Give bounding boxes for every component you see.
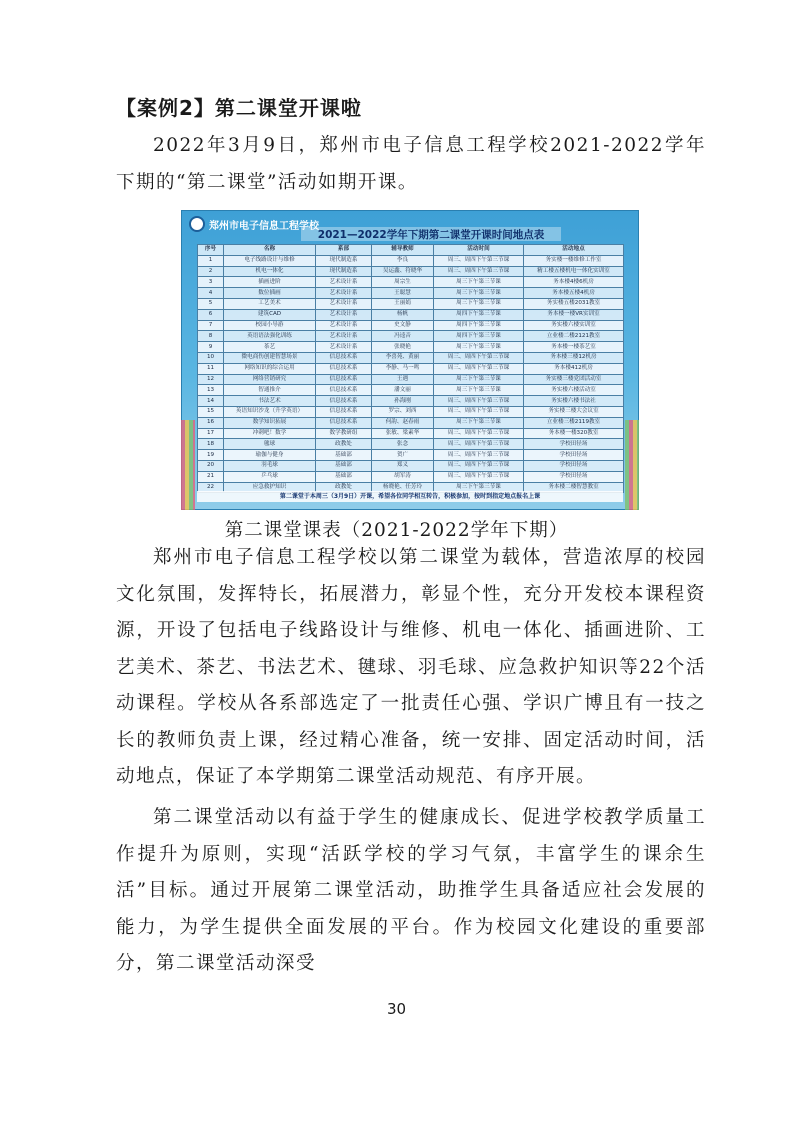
table-cell: 乒乓球 (224, 471, 316, 482)
table-cell: 22 (198, 482, 224, 493)
page-number: 30 (386, 1000, 407, 1018)
header-cell: 系部 (316, 245, 372, 256)
table-cell: 周三、周四下午第三节课 (434, 460, 524, 471)
table-cell: 2 (198, 266, 224, 277)
table-row (198, 450, 624, 461)
table-cell: 建筑CAD (224, 309, 316, 320)
table-row (198, 298, 624, 309)
table-cell: 务实楼三楼大会议室 (524, 406, 624, 417)
table-row (198, 352, 624, 363)
table-cell: 艺术设计系 (316, 309, 372, 320)
table-cell: 茶艺 (224, 342, 316, 353)
table-cell: 信息技术系 (316, 406, 372, 417)
table-row (198, 439, 624, 450)
table-cell: 学校田径场 (524, 460, 624, 471)
case-heading: 【案例2】第二课堂开课啦 (116, 96, 362, 120)
header-cell: 活动地点 (524, 245, 624, 256)
table-cell: 张晓艳 (372, 342, 434, 353)
table-cell: 务实楼六楼实训室 (524, 320, 624, 331)
table-cell: 信息技术系 (316, 396, 372, 407)
table-cell: 艺术设计系 (316, 277, 372, 288)
table-cell: 王遇 (372, 374, 434, 385)
table-cell: 务本楼4楼6机房 (524, 277, 624, 288)
table-cell: 信息技术系 (316, 352, 372, 363)
table-row (198, 417, 624, 428)
table-cell: 艺术设计系 (316, 288, 372, 299)
table-row (198, 288, 624, 299)
table-cell: 信息技术系 (316, 363, 372, 374)
table-cell: 务实楼六楼书法社 (524, 396, 624, 407)
table-cell: 务本楼一楼VR实训室 (524, 309, 624, 320)
table-row (198, 342, 624, 353)
table-cell: 信息技术系 (316, 385, 372, 396)
header-cell: 序号 (198, 245, 224, 256)
table-cell: 务本楼三楼12机房 (524, 352, 624, 363)
table-row (198, 396, 624, 407)
table-cell: 周三下午第三节课 (434, 374, 524, 385)
table-cell: 杨帆 (372, 309, 434, 320)
schedule-table-wrap (197, 244, 623, 493)
table-cell: 史文静 (372, 320, 434, 331)
table-cell: 吴运鑫、符晓华 (372, 266, 434, 277)
table-cell: 21 (198, 471, 224, 482)
table-cell: 杨晓艳、任芳玲 (372, 482, 434, 493)
table-cell: 孙海刚 (372, 396, 434, 407)
table-cell: 务实楼一楼维修工作室 (524, 255, 624, 266)
table-row (198, 406, 624, 417)
table-row (198, 277, 624, 288)
table-cell: 王丽娟 (372, 298, 434, 309)
table-cell: 艺术设计系 (316, 331, 372, 342)
school-logo-icon (189, 216, 205, 232)
table-cell: 贺广 (372, 450, 434, 461)
table-cell: 务实楼三楼党团活动室 (524, 374, 624, 385)
table-cell: 智通推介 (224, 385, 316, 396)
table-row (198, 460, 624, 471)
table-cell: 网络营销研究 (224, 374, 316, 385)
table-cell: 毽球 (224, 439, 316, 450)
table-row (198, 309, 624, 320)
table-cell: 冯逵音 (372, 331, 434, 342)
table-cell: 艺术设计系 (316, 342, 372, 353)
table-cell: 胡军涛 (372, 471, 434, 482)
school-header (189, 214, 319, 234)
table-cell: 周三下午第三节课 (434, 298, 524, 309)
body-paragraph-2: 第二课堂活动以有益于学生的健康成长、促进学校教学质量工作提升为原则，实现“活跃学校的学习气氛，丰富学生的课余生活”目标。通过开展第二课堂活动，助推学生具备适应社会发展的能力，为学生提供全面发展的平台。作为校园文化建设的重要部分，第二课堂活动深受 (116, 807, 706, 974)
table-cell: 周三、周四下午第三节课 (434, 406, 524, 417)
school-name: 郑州市电子信息工程学校 (209, 220, 319, 232)
table-cell: 周三下午第三节课 (434, 288, 524, 299)
table-cell: 周三下午第三节课 (434, 385, 524, 396)
table-cell: 务本楼一楼茶艺室 (524, 342, 624, 353)
schedule-header-row (198, 245, 624, 256)
table-cell: 信息技术系 (316, 374, 372, 385)
table-cell: 郑义 (372, 460, 434, 471)
table-cell: 羽毛球 (224, 460, 316, 471)
table-cell: 周三、周四下午第三节课 (434, 352, 524, 363)
table-cell: 务本楼一楼320教室 (524, 428, 624, 439)
table-cell: 艺术设计系 (316, 320, 372, 331)
table-row (198, 320, 624, 331)
table-cell: 周三、周四下午第三节课 (434, 428, 524, 439)
table-cell: 务本楼412机房 (524, 363, 624, 374)
table-cell: 张敏、梁素华 (372, 428, 434, 439)
table-row (198, 331, 624, 342)
table-cell: 张念 (372, 439, 434, 450)
table-cell: 数学教研组 (316, 428, 372, 439)
table-cell: 周宗生 (372, 277, 434, 288)
table-cell: 校园小导游 (224, 320, 316, 331)
table-cell: 12 (198, 374, 224, 385)
table-cell: 15 (198, 406, 224, 417)
table-cell: 精工楼五楼机电一体化实训室 (524, 266, 624, 277)
table-cell: 现代制造系 (316, 255, 372, 266)
table-cell: 周四下午第三节课 (434, 331, 524, 342)
table-cell: 务实楼六楼活动室 (524, 385, 624, 396)
table-cell: 务本楼二楼智慧教室 (524, 482, 624, 493)
table-cell: 7 (198, 320, 224, 331)
table-cell: 周三、周四下午第三节课 (434, 255, 524, 266)
table-cell: 立业楼三楼2119教室 (524, 417, 624, 428)
decoration-left (181, 420, 195, 510)
table-cell: 罗宗、刘西 (372, 406, 434, 417)
table-row (198, 255, 624, 266)
table-cell: 政教处 (316, 482, 372, 493)
table-cell: 周三、周四下午第三节课 (434, 266, 524, 277)
table-cell: 20 (198, 460, 224, 471)
table-cell: 19 (198, 450, 224, 461)
table-cell: 5 (198, 298, 224, 309)
table-cell: 13 (198, 385, 224, 396)
intro-paragraph: 2022年3月9日，郑州市电子信息工程学校2021-2022学年下期的“第二课堂”活动如期开课。 (116, 135, 706, 193)
table-cell: 应急救护知识 (224, 482, 316, 493)
table-cell: 周三下午第三节课 (434, 417, 524, 428)
table-cell: 周三下午第三节课 (434, 482, 524, 493)
table-row (198, 385, 624, 396)
table-cell: 基础部 (316, 471, 372, 482)
header-cell: 名称 (224, 245, 316, 256)
table-cell: 政教处 (316, 439, 372, 450)
table-row (198, 363, 624, 374)
table-cell: 务本楼五楼4机房 (524, 288, 624, 299)
table-cell: 10 (198, 352, 224, 363)
table-cell: 李良 (372, 255, 434, 266)
schedule-title: 2021—2022学年下期第二课堂开课时间地点表 (301, 227, 561, 241)
table-cell: 信息技术系 (316, 417, 372, 428)
table-cell: 周三、周四下午第三节课 (434, 471, 524, 482)
schedule-footer-note: 第二课堂于本周三（3月9日）开课，希望各位同学相互转告，积极参加，按时到指定地点报名上课 (197, 491, 623, 502)
table-cell: 14 (198, 396, 224, 407)
table-cell: 周三、周四下午第三节课 (434, 439, 524, 450)
table-cell: 李静、马一鸣 (372, 363, 434, 374)
table-cell: 微电商伤创建智慧场景 (224, 352, 316, 363)
table-cell: 立业楼二楼2121教室 (524, 331, 624, 342)
table-cell: 机电一体化 (224, 266, 316, 277)
table-cell: 电子线路设计与维修 (224, 255, 316, 266)
table-cell: 周三、周四下午第三节课 (434, 396, 524, 407)
table-cell: 学校田径场 (524, 450, 624, 461)
table-row (198, 266, 624, 277)
table-cell: 4 (198, 288, 224, 299)
table-cell: 1 (198, 255, 224, 266)
table-cell: 现代制造系 (316, 266, 372, 277)
table-cell: 数学知识拓展 (224, 417, 316, 428)
table-cell: 英语语法强化训练 (224, 331, 316, 342)
table-cell: 周三、周四下午第三节课 (434, 363, 524, 374)
table-cell: 9 (198, 342, 224, 353)
table-cell: 3 (198, 277, 224, 288)
table-cell: 数位插画 (224, 288, 316, 299)
table-cell: 学校田径场 (524, 439, 624, 450)
table-cell: 工艺美术 (224, 298, 316, 309)
table-cell: 8 (198, 331, 224, 342)
table-row (198, 471, 624, 482)
table-cell: 王聪慧 (372, 288, 434, 299)
schedule-image (181, 210, 639, 510)
table-cell: 英语知识沙龙（升学英语） (224, 406, 316, 417)
table-cell: 11 (198, 363, 224, 374)
table-cell: 18 (198, 439, 224, 450)
table-cell: 周四下午第三节课 (434, 320, 524, 331)
header-cell: 辅导教师 (372, 245, 434, 256)
header-cell: 活动时间 (434, 245, 524, 256)
table-cell: 16 (198, 417, 224, 428)
table-cell: 17 (198, 428, 224, 439)
table-cell: 基础部 (316, 450, 372, 461)
table-cell: 书法艺术 (224, 396, 316, 407)
table-cell: 瑜伽与健身 (224, 450, 316, 461)
table-row (198, 428, 624, 439)
table-cell: 周三下午第三节课 (434, 342, 524, 353)
table-cell: 冲刺吧！数学 (224, 428, 316, 439)
table-cell: 6 (198, 309, 224, 320)
body-paragraph-1: 郑州市电子信息工程学校以第二课堂为载体，营造浓厚的校园文化氛围，发挥特长，拓展潜力，彰显个性，充分开发校本课程资源，开设了包括电子线路设计与维修、机电一体化、插画进阶、工艺美术、茶艺、书法艺术、毽球、羽毛球、应急救护知识等22个活动课程。学校从各系部选定了一批责任心强、学识广博且有一技之长的教师负责上课，经过精心准备，统一安排、固定活动时间，活动地点，保证了本学期第二课堂活动规范、有序开展。 (116, 547, 706, 787)
table-cell: 周三下午第三节课 (434, 277, 524, 288)
table-cell: 周四下午第三节课 (434, 309, 524, 320)
table-cell: 周三、周四下午第三节课 (434, 450, 524, 461)
table-cell: 基础部 (316, 460, 372, 471)
table-cell: 插画进阶 (224, 277, 316, 288)
table-cell: 网络知识的综合运用 (224, 363, 316, 374)
decoration-right (625, 420, 639, 510)
table-cell: 潘文丽 (372, 385, 434, 396)
schedule-body (198, 255, 624, 493)
figure-caption: 第二课堂课表（2021-2022学年下期） (224, 520, 569, 541)
table-row (198, 374, 624, 385)
table-cell: 李喜苑、黄丽 (372, 352, 434, 363)
table-cell: 学校田径场 (524, 471, 624, 482)
table-cell: 何韵、赵春雨 (372, 417, 434, 428)
table-cell: 务实楼五楼2031教室 (524, 298, 624, 309)
table-cell: 艺术设计系 (316, 298, 372, 309)
schedule-table (197, 244, 624, 493)
